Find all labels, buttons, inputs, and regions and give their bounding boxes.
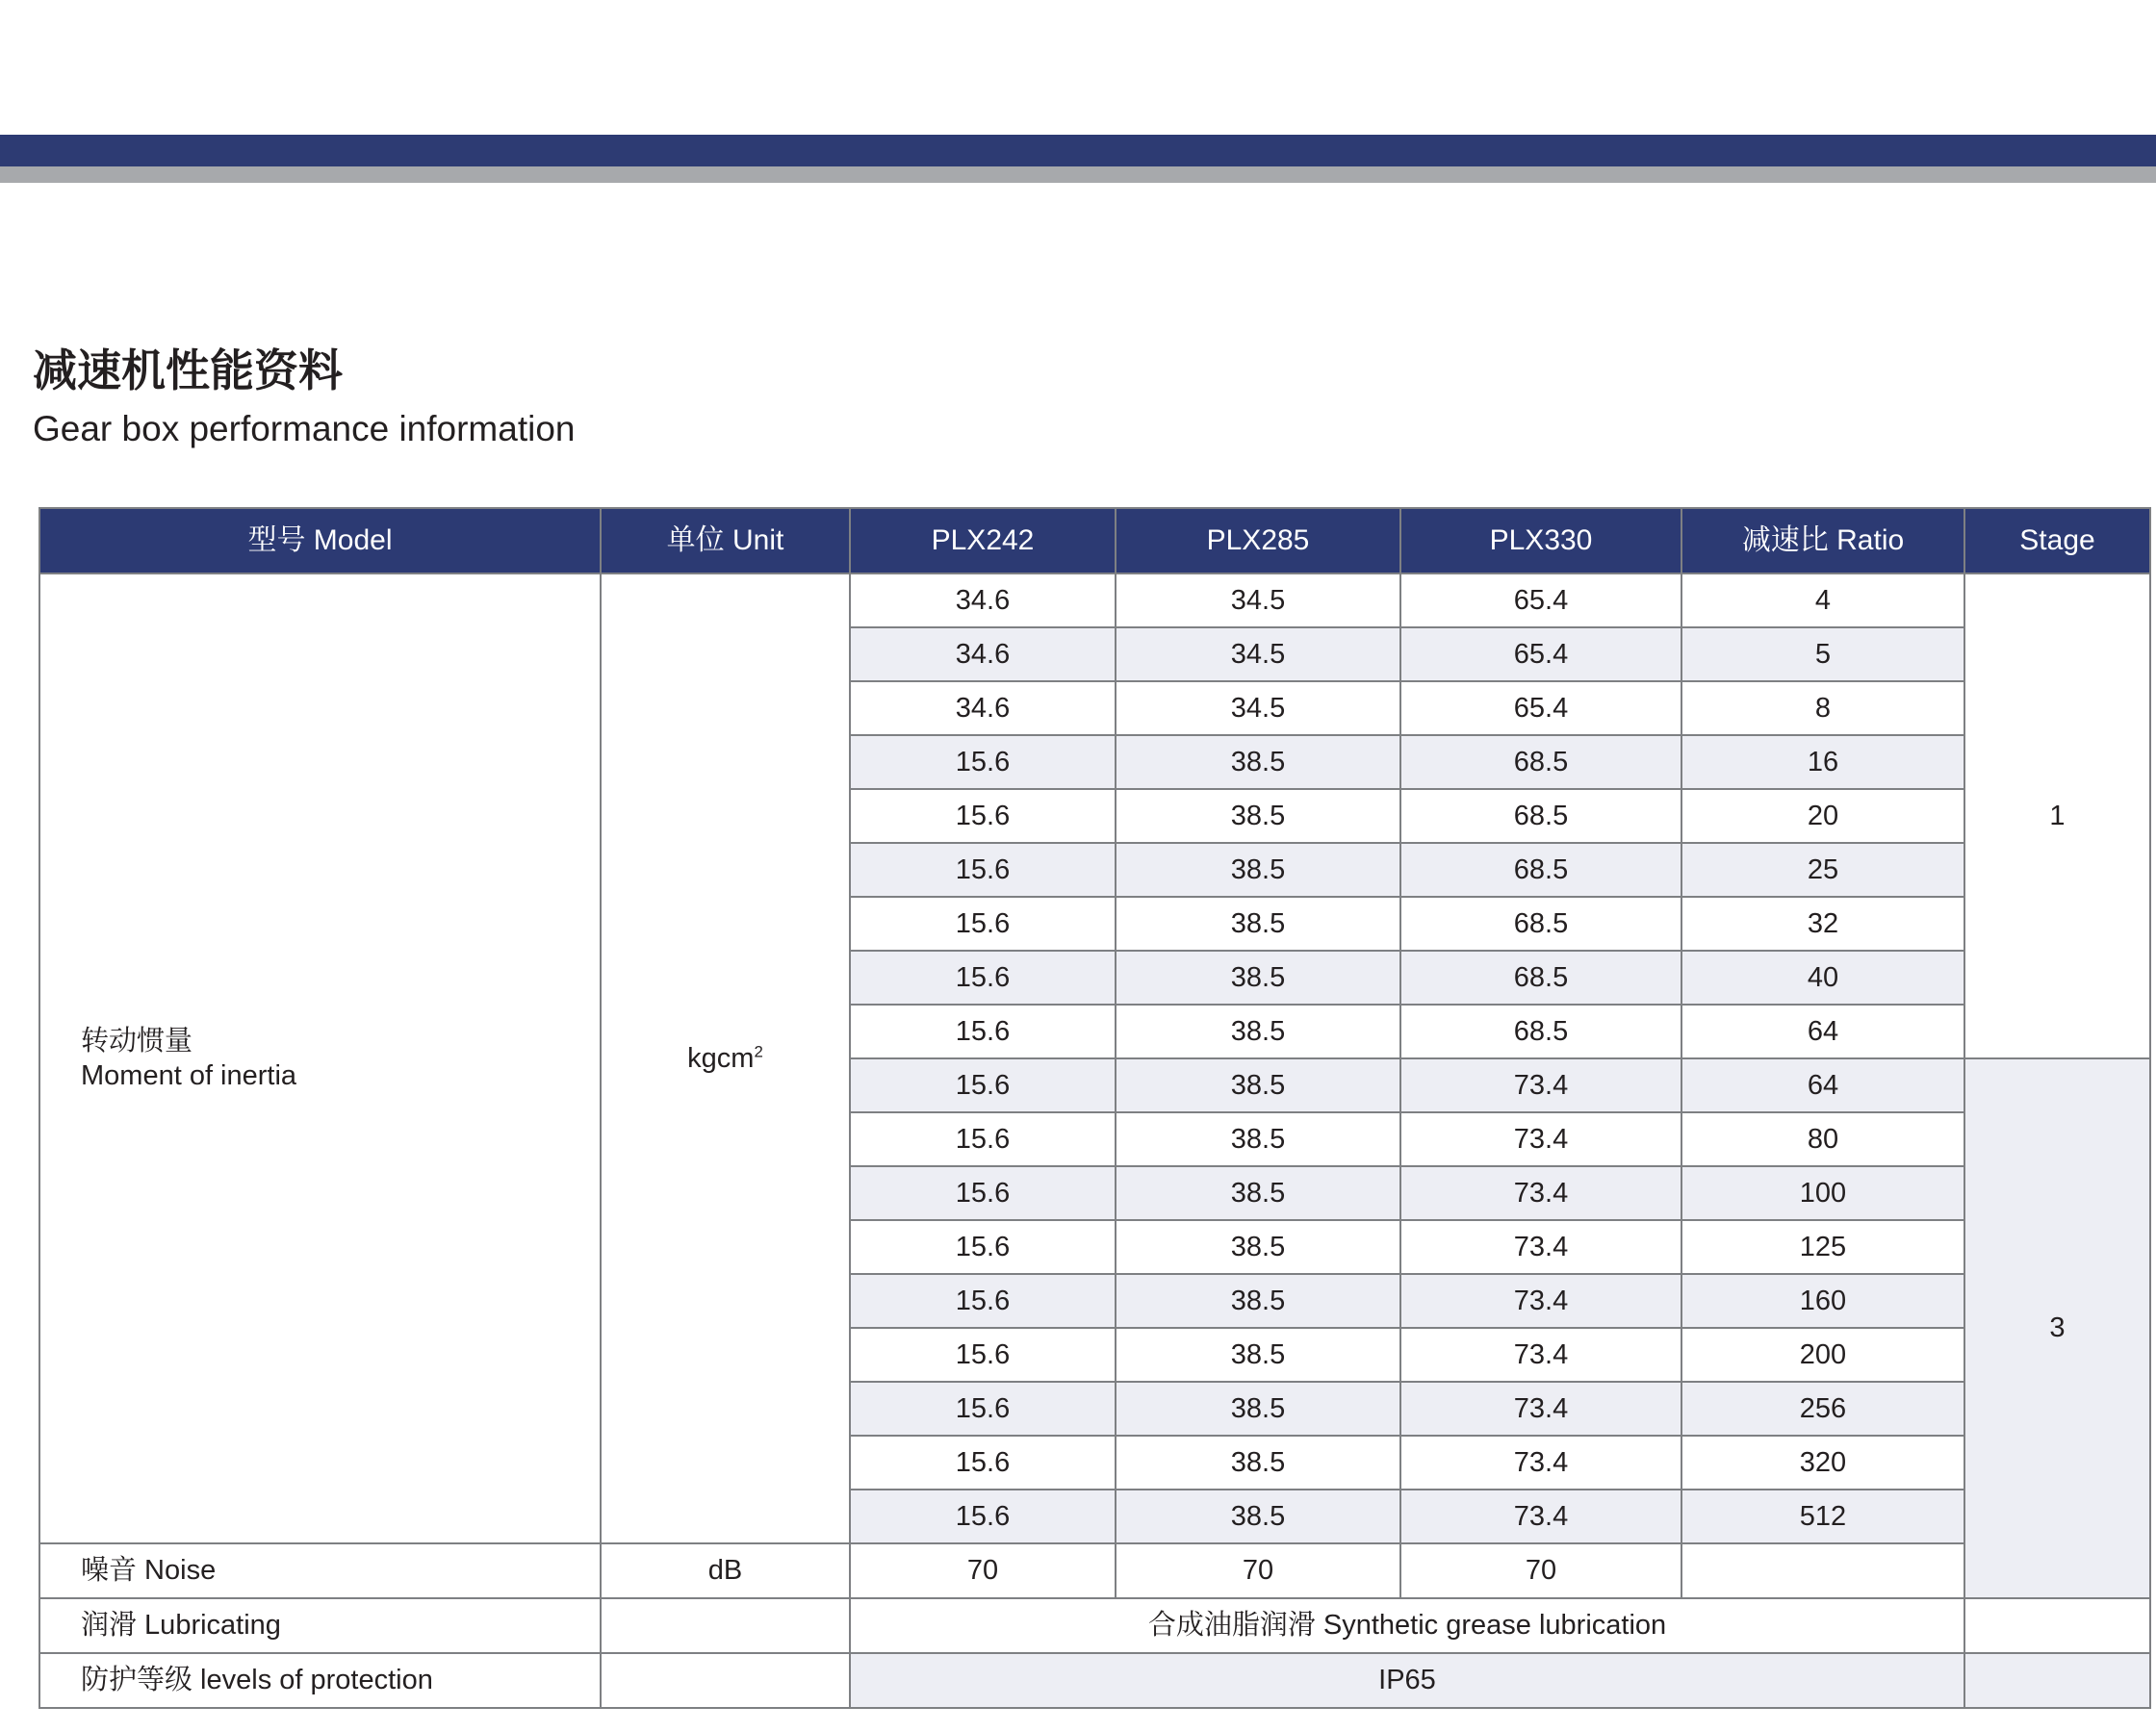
cell-noise-label: 噪音 Noise [39,1543,601,1598]
inertia-label-en: Moment of inertia [81,1060,297,1091]
cell-plx242: 15.6 [850,789,1116,843]
cell-protection-value: IP65 [850,1653,1964,1708]
cell-plx330: 73.4 [1400,1328,1681,1382]
cell-noise-ratio [1681,1543,1964,1598]
cell-lubricating-label: 润滑 Lubricating [39,1598,601,1653]
cell-noise-unit: dB [601,1543,850,1598]
cell-plx242: 15.6 [850,1328,1116,1382]
cell-plx242: 15.6 [850,1220,1116,1274]
cell-plx242: 15.6 [850,1436,1116,1490]
cell-ratio: 16 [1681,735,1964,789]
header-unit: 单位 Unit [601,508,850,573]
cell-plx285: 38.5 [1116,1058,1400,1112]
cell-plx330: 65.4 [1400,681,1681,735]
cell-protection-label: 防护等级 levels of protection [39,1653,601,1708]
cell-plx285: 38.5 [1116,1005,1400,1058]
lubricating-row [39,1598,2150,1653]
cell-plx242: 15.6 [850,1112,1116,1166]
cell-plx242: 15.6 [850,1274,1116,1328]
cell-plx242: 15.6 [850,1382,1116,1436]
cell-plx330: 73.4 [1400,1274,1681,1328]
cell-ratio: 8 [1681,681,1964,735]
cell-plx330: 73.4 [1400,1166,1681,1220]
cell-plx330: 73.4 [1400,1058,1681,1112]
cell-plx285: 38.5 [1116,1112,1400,1166]
cell-ratio: 25 [1681,843,1964,897]
cell-plx330: 68.5 [1400,735,1681,789]
cell-plx242: 15.6 [850,897,1116,951]
header-model: 型号 Model [39,508,601,573]
noise-row [39,1543,2150,1598]
cell-plx242: 15.6 [850,1058,1116,1112]
cell-plx330: 68.5 [1400,897,1681,951]
protection-row [39,1653,2150,1708]
cell-plx285: 34.5 [1116,627,1400,681]
cell-plx242: 34.6 [850,627,1116,681]
top-blue-bar [0,135,2156,166]
inertia-label-zh: 转动惯量 [81,1025,193,1057]
cell-plx330: 65.4 [1400,627,1681,681]
cell-plx285: 38.5 [1116,1490,1400,1543]
cell-plx285: 34.5 [1116,573,1400,627]
header-row [39,508,2150,573]
cell-plx285: 34.5 [1116,681,1400,735]
cell-plx285: 38.5 [1116,1328,1400,1382]
cell-plx285: 38.5 [1116,735,1400,789]
header-stage: Stage [1964,508,2150,573]
cell-lubricating-value: 合成油脂润滑 Synthetic grease lubrication [850,1598,1964,1653]
cell-protection-stage [1964,1653,2150,1708]
cell-plx285: 38.5 [1116,1382,1400,1436]
cell-plx330: 73.4 [1400,1490,1681,1543]
cell-ratio: 125 [1681,1220,1964,1274]
page-title-en: Gear box performance information [33,409,576,448]
cell-ratio: 320 [1681,1436,1964,1490]
cell-plx285: 38.5 [1116,843,1400,897]
cell-plx330: 68.5 [1400,1005,1681,1058]
cell-plx285: 38.5 [1116,1166,1400,1220]
cell-plx242: 34.6 [850,681,1116,735]
cell-lubricating-unit [601,1598,850,1653]
cell-protection-unit [601,1653,850,1708]
cell-ratio: 256 [1681,1382,1964,1436]
cell-plx242: 15.6 [850,843,1116,897]
cell-ratio: 80 [1681,1112,1964,1166]
cell-ratio: 200 [1681,1328,1964,1382]
cell-plx330: 73.4 [1400,1436,1681,1490]
cell-plx242: 15.6 [850,1490,1116,1543]
cell-ratio: 20 [1681,789,1964,843]
unit-exponent: 2 [754,1042,763,1061]
cell-plx330: 68.5 [1400,843,1681,897]
page-title-zh: 减速机性能资料 [33,345,343,395]
cell-plx285: 38.5 [1116,1436,1400,1490]
cell-inertia-unit: kgcm$^2$ [601,573,850,1543]
cell-stage-3: 3 [1964,1058,2150,1598]
cell-noise-plx242: 70 [850,1543,1116,1598]
header-ratio: 减速比 Ratio [1681,508,1964,573]
header-plx330: PLX330 [1400,508,1681,573]
cell-plx330: 73.4 [1400,1220,1681,1274]
cell-plx330: 68.5 [1400,789,1681,843]
cell-ratio: 160 [1681,1274,1964,1328]
cell-ratio: 100 [1681,1166,1964,1220]
cell-noise-plx285: 70 [1116,1543,1400,1598]
cell-plx242: 15.6 [850,1005,1116,1058]
cell-ratio: 64 [1681,1005,1964,1058]
cell-ratio: 4 [1681,573,1964,627]
cell-ratio: 512 [1681,1490,1964,1543]
top-gray-bar [0,166,2156,183]
cell-plx285: 38.5 [1116,789,1400,843]
cell-plx242: 34.6 [850,573,1116,627]
cell-plx285: 38.5 [1116,897,1400,951]
header-plx242: PLX242 [850,508,1116,573]
cell-plx242: 15.6 [850,735,1116,789]
table-header [39,508,2150,573]
cell-plx285: 38.5 [1116,1220,1400,1274]
cell-plx330: 65.4 [1400,573,1681,627]
cell-inertia-label [39,573,601,1543]
cell-plx330: 73.4 [1400,1112,1681,1166]
cell-plx285: 38.5 [1116,1274,1400,1328]
cell-lubricating-stage [1964,1598,2150,1653]
data-row [39,573,2150,627]
table-body [39,573,2150,1708]
cell-plx242: 15.6 [850,951,1116,1005]
cell-noise-plx330: 70 [1400,1543,1681,1598]
cell-plx330: 68.5 [1400,951,1681,1005]
cell-ratio: 40 [1681,951,1964,1005]
gearbox-performance-table [38,507,2151,1709]
header-plx285: PLX285 [1116,508,1400,573]
cell-plx285: 38.5 [1116,951,1400,1005]
cell-ratio: 64 [1681,1058,1964,1112]
cell-plx242: 15.6 [850,1166,1116,1220]
cell-ratio: 32 [1681,897,1964,951]
cell-stage-1: 1 [1964,573,2150,1058]
cell-plx330: 73.4 [1400,1382,1681,1436]
cell-ratio: 5 [1681,627,1964,681]
